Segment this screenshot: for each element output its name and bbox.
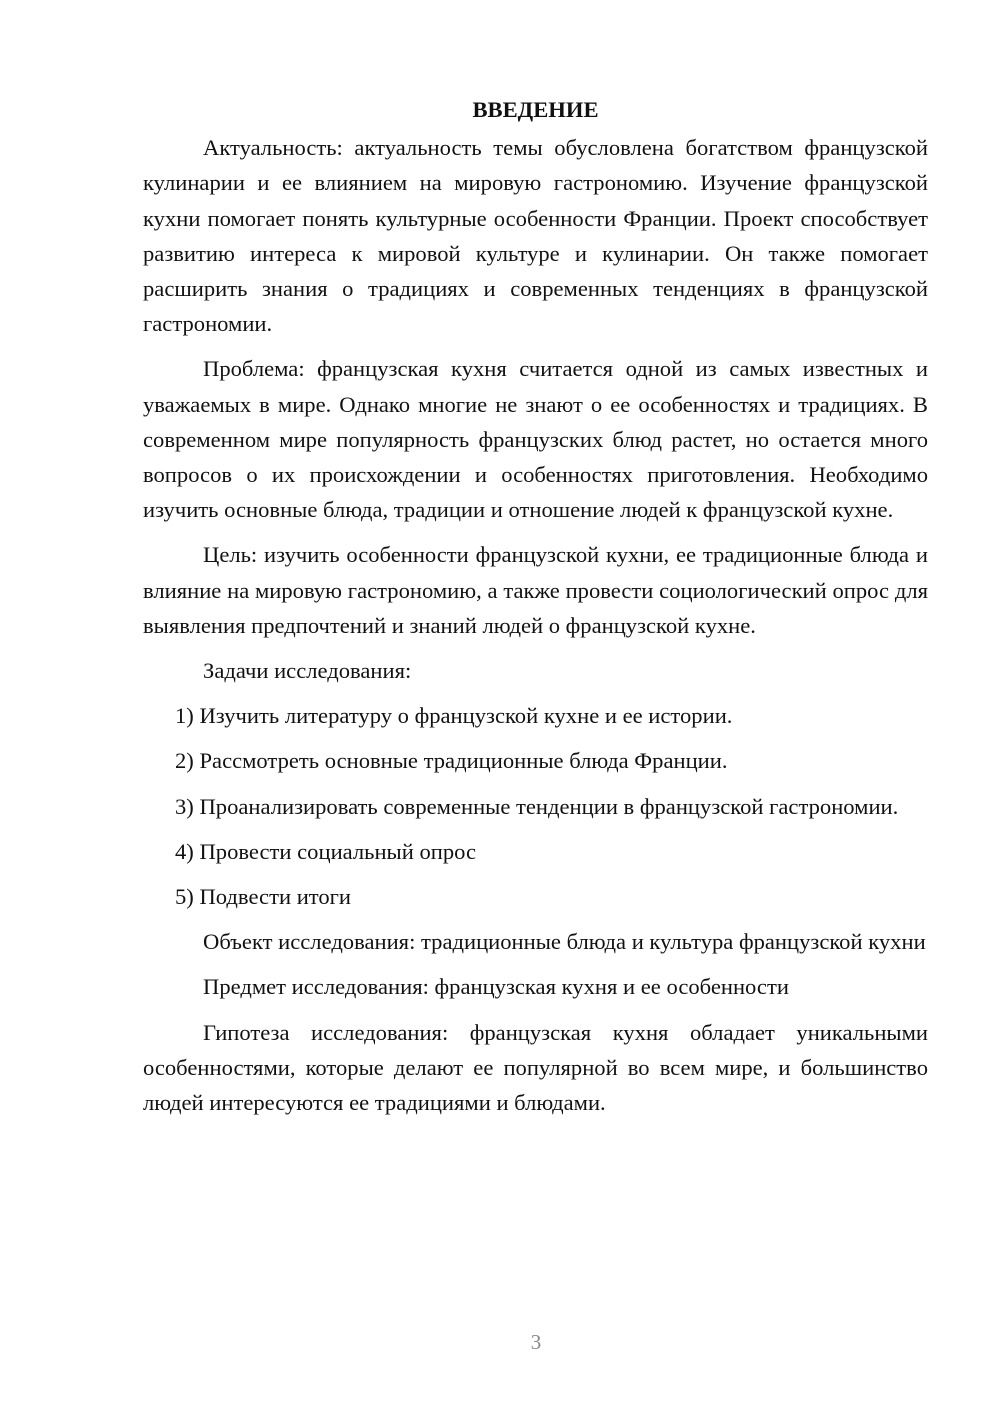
paragraph-subject: Предмет исследования: французская кухня и ее особенности [203, 974, 789, 1000]
page-number: 3 [530, 1330, 542, 1354]
paragraph-relevance: Актуальность: актуальность темы обусловлена богатством французской кулинарии и ее влиянием на мировую гастрономию. Изучение французской кухни помогает понять культурные особенности Франции. Проект способствует развитию интереса к мировой культуре и кулинарии. Он также помогает расширить знания о традициях и современных тенденциях в французской гастрономии. [143, 135, 928, 337]
task-item-2: 2) Рассмотреть основные традиционные блюда Франции. [175, 748, 728, 774]
task-item-5: 5) Подвести итоги [175, 884, 352, 910]
task-item-1: 1) Изучить литературу о французской кухне и ее истории. [175, 703, 733, 729]
document-page [143, 92, 928, 1130]
task-item-3: 3) Проанализировать современные тенденции в французской гастрономии. [175, 793, 899, 819]
paragraph-object: Объект исследования: традиционные блюда и культура французской кухни [203, 929, 926, 955]
section-title: ВВЕДЕНИЕ [472, 97, 599, 122]
task-item-4: 4) Провести социальный опрос [175, 838, 477, 864]
paragraph-hypothesis: Гипотеза исследования: французская кухня обладает уникальными особенностями, которые делают ее популярной во всем мире, и большинство людей интересуются ее традициями и блюдами. [143, 1019, 928, 1116]
paragraph-problem: Проблема: французская кухня считается одной из самых известных и уважаемых в мире. Однако многие не знают о ее особенностях и традициях. В современном мире популярность французских блюд растет, но остается много вопросов о их происхождении и особенностях приготовления. Необходимо изучить основные блюда, традиции и отношение людей к французской кухне. [143, 356, 928, 523]
paragraph-goal: Цель: изучить особенности французской кухни, ее традиционные блюда и влияние на мировую гастрономию, а также провести социологический опрос для выявления предпочтений и знаний людей о французской кухне. [143, 542, 928, 638]
tasks-heading: Задачи исследования: [203, 658, 412, 684]
